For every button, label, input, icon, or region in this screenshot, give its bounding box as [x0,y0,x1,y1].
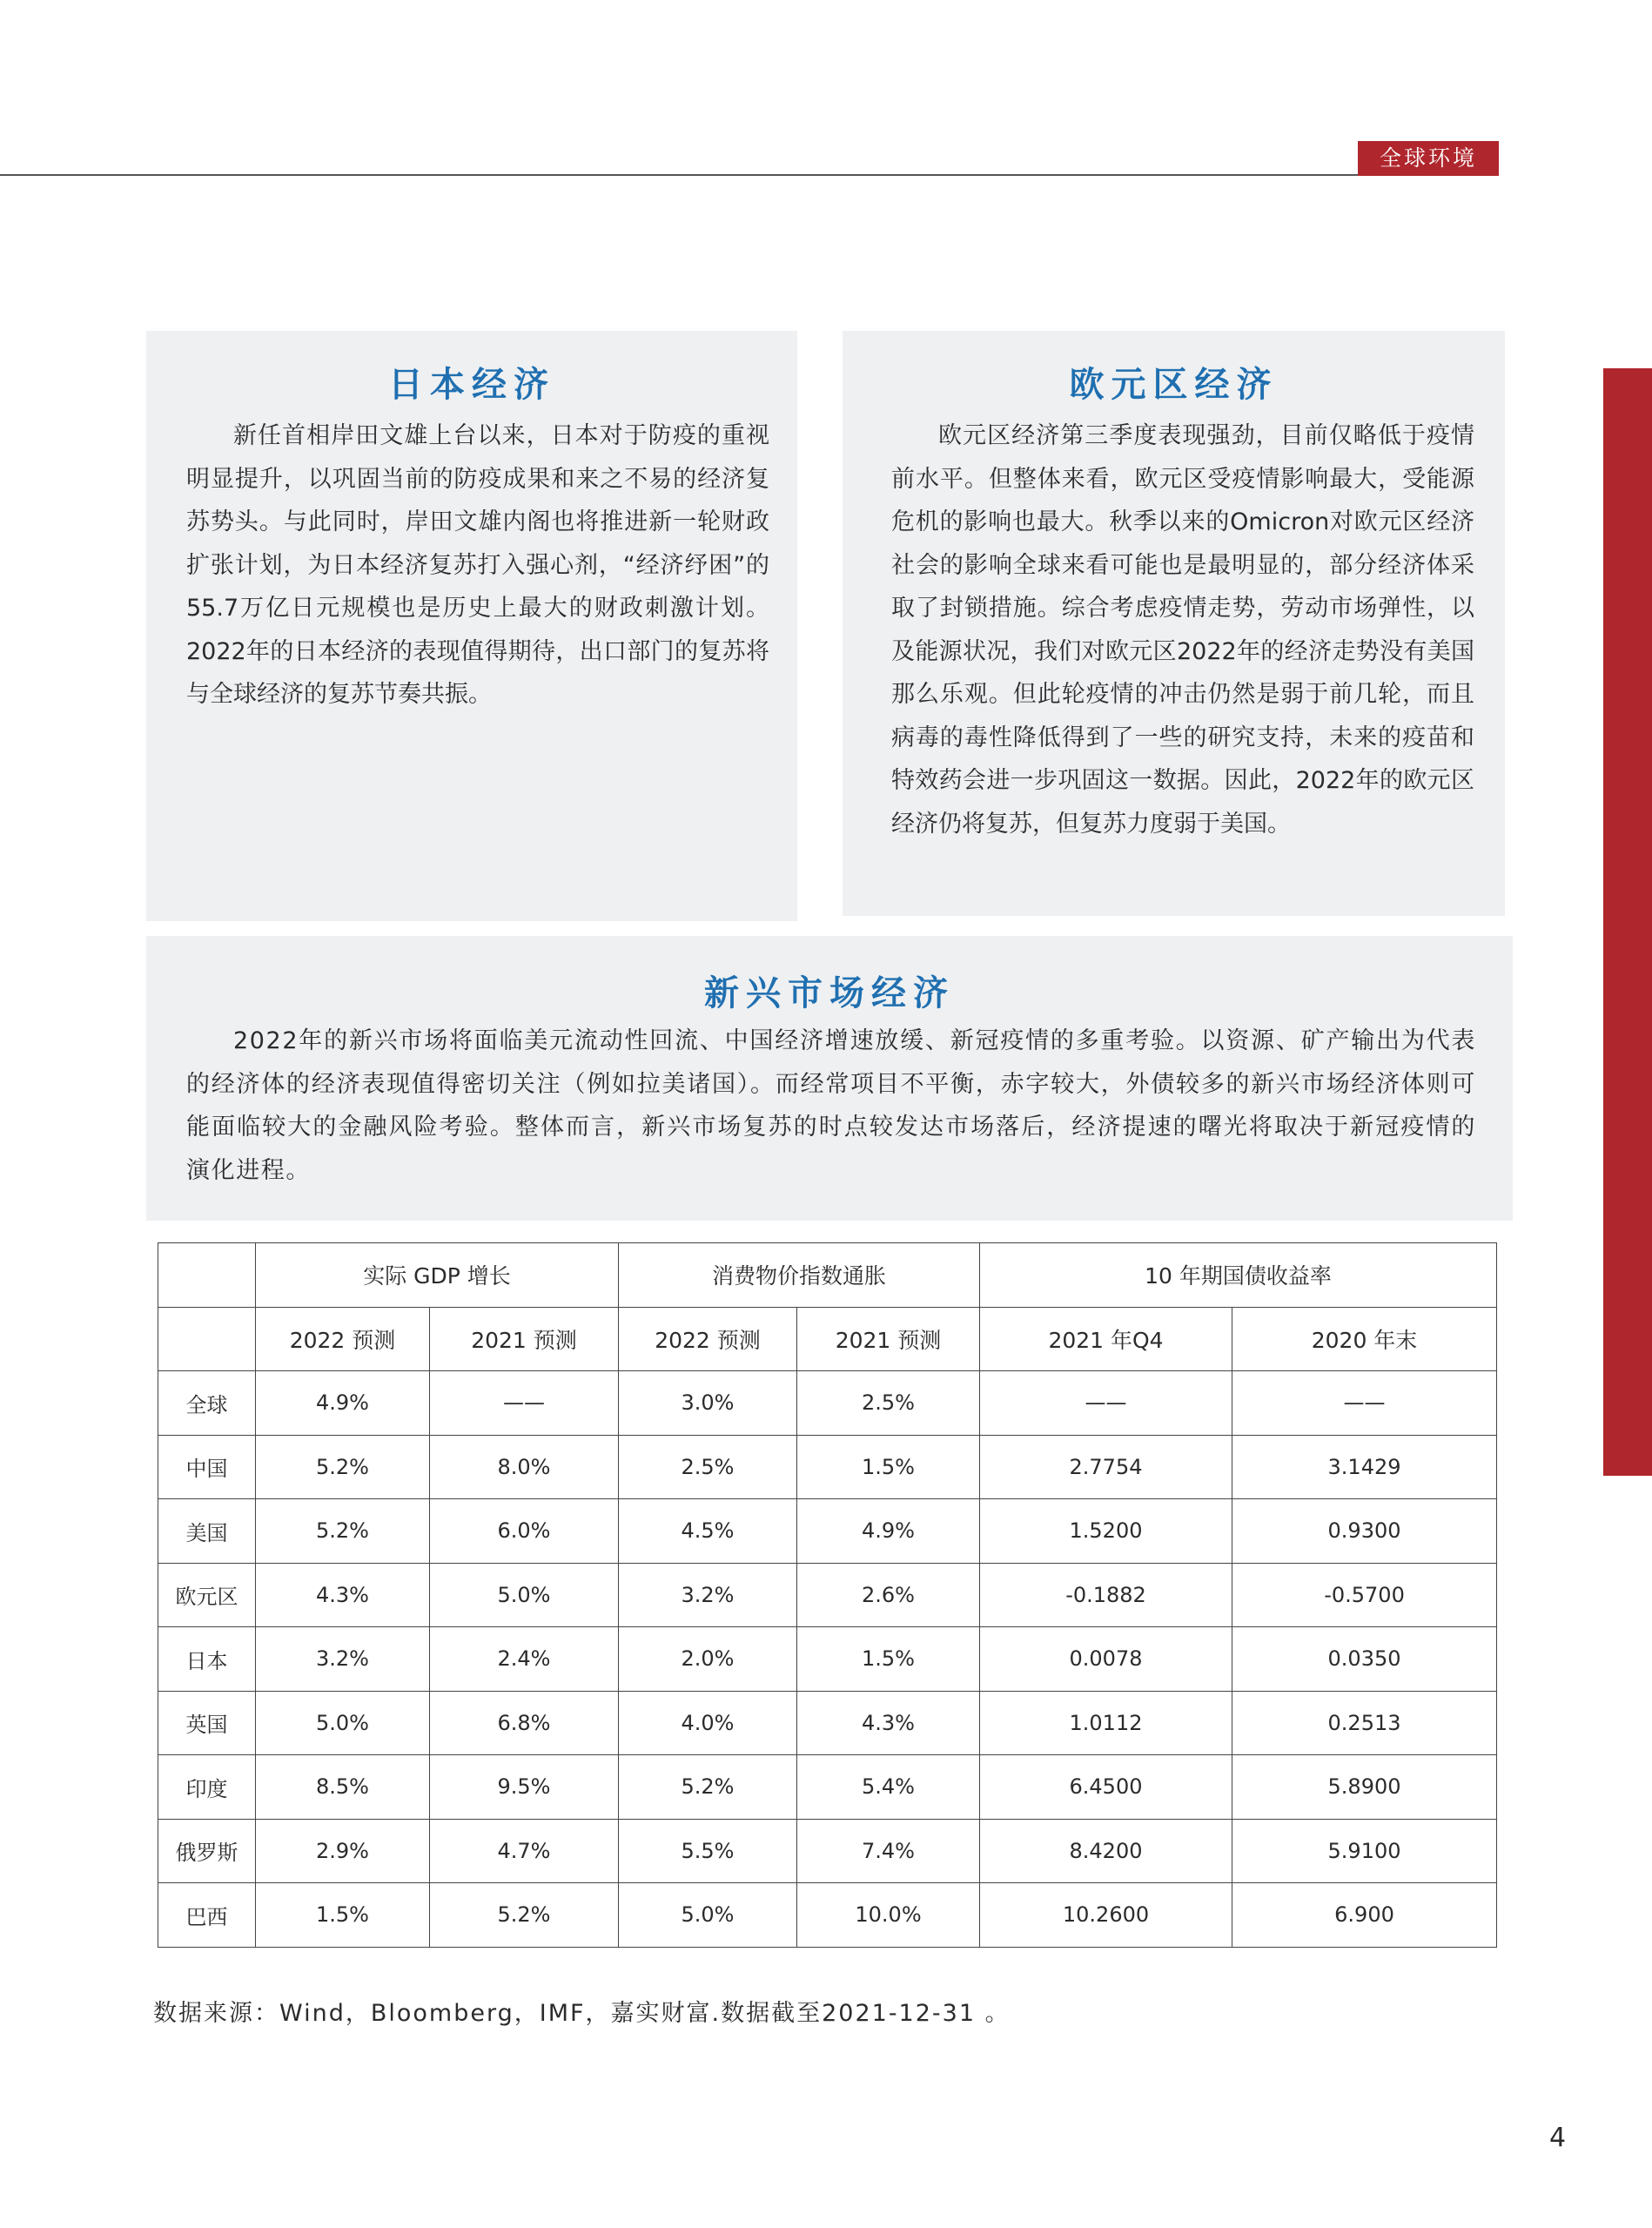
value-cell: 9.5% [430,1755,619,1820]
table-row [158,1627,1497,1692]
table-group-header-row [158,1243,1497,1308]
value-cell: 2.7754 [980,1435,1232,1499]
value-cell: 6.4500 [980,1755,1232,1820]
sub-header: 2022 预测 [256,1307,430,1371]
header-rule [0,174,1499,176]
value-cell: 5.0% [430,1563,619,1627]
value-cell: 4.0% [619,1691,797,1755]
region-cell: 欧元区 [158,1563,256,1627]
sub-header: 2021 预测 [797,1307,980,1371]
value-cell: 7.4% [797,1819,980,1883]
value-cell: -0.5700 [1232,1563,1497,1627]
table-row [158,1819,1497,1883]
value-cell: 6.8% [430,1691,619,1755]
value-cell: 0.9300 [1232,1499,1497,1564]
value-cell: 3.1429 [1232,1435,1497,1499]
value-cell: 3.2% [619,1563,797,1627]
region-cell: 印度 [158,1755,256,1820]
value-cell: 4.3% [256,1563,430,1627]
value-cell: 5.2% [256,1435,430,1499]
value-cell: 1.5% [797,1435,980,1499]
value-cell: 3.0% [619,1371,797,1436]
value-cell: 4.9% [797,1499,980,1564]
value-cell: 0.0078 [980,1627,1232,1692]
value-cell: 2.0% [619,1627,797,1692]
region-cell: 英国 [158,1691,256,1755]
value-cell: —— [980,1371,1232,1436]
value-cell: 5.5% [619,1819,797,1883]
region-cell: 俄罗斯 [158,1819,256,1883]
economic-indicator-table [158,1242,1497,1948]
table-corner-cell [158,1307,256,1371]
group-header-cpi: 消费物价指数通胀 [619,1243,980,1308]
value-cell: 6.900 [1232,1883,1497,1948]
value-cell: 2.5% [619,1435,797,1499]
side-accent-bar [1603,368,1652,1476]
value-cell: 8.5% [256,1755,430,1820]
table-sub-header-row [158,1307,1497,1371]
value-cell: 1.5% [256,1883,430,1948]
value-cell: 4.5% [619,1499,797,1564]
value-cell: 4.7% [430,1819,619,1883]
table-row [158,1435,1497,1499]
sub-header: 2021 年Q4 [980,1307,1232,1371]
euro-title: 欧元区经济 [1069,365,1279,405]
value-cell: 5.2% [619,1755,797,1820]
value-cell: 1.0112 [980,1691,1232,1755]
region-cell: 中国 [158,1435,256,1499]
region-cell: 美国 [158,1499,256,1564]
japan-title: 日本经济 [388,365,555,405]
value-cell: 1.5200 [980,1499,1232,1564]
value-cell: —— [430,1371,619,1436]
region-cell: 全球 [158,1371,256,1436]
value-cell: 4.9% [256,1371,430,1436]
value-cell: 2.9% [256,1819,430,1883]
table-row [158,1499,1497,1564]
value-cell: 0.0350 [1232,1627,1497,1692]
value-cell: 5.2% [256,1499,430,1564]
table-corner-cell [158,1243,256,1308]
group-header-gdp: 实际 GDP 增长 [256,1243,619,1308]
value-cell: 2.5% [797,1371,980,1436]
value-cell: 5.8900 [1232,1755,1497,1820]
value-cell: 2.6% [797,1563,980,1627]
page-number: 4 [1549,2123,1567,2153]
value-cell: 3.2% [256,1627,430,1692]
emerging-body: 2022年的新兴市场将面临美元流动性回流、中国经济增速放缓、新冠疫情的多重考验。以资源、矿产输出为代表的经济体的经济表现值得密切关注（例如拉美诸国）。而经常项目不平衡，赤字较大，外债较多的新兴市场经济体则可能面临较大的金融风险考验。整体而言，新兴市场复苏的时点较发达市场落后，经济提速的曙光将取决于新冠疫情的演化进程。 [186,1027,1476,1184]
data-source-note: 数据来源：Wind，Bloomberg，IMF，嘉实财富.数据截至2021-12-31 。 [153,2000,1011,2027]
value-cell: 5.0% [619,1883,797,1948]
table-row [158,1755,1497,1820]
sub-header: 2020 年末 [1232,1307,1497,1371]
value-cell: 10.2600 [980,1883,1232,1948]
region-cell: 日本 [158,1627,256,1692]
table-row [158,1371,1497,1436]
value-cell: 2.4% [430,1627,619,1692]
value-cell: 5.2% [430,1883,619,1948]
value-cell: 0.2513 [1232,1691,1497,1755]
value-cell: 5.9100 [1232,1819,1497,1883]
eurozone-economy-box [843,331,1505,916]
euro-body: 欧元区经济第三季度表现强劲，目前仅略低于疫情前水平。但整体来看，欧元区受疫情影响最大，受能源危机的影响也最大。秋季以来的Omicron对欧元区经济社会的影响全球来看可能也是最明显的，部分经济体采取了封锁措施。综合考虑疫情走势，劳动市场弹性，以及能源状况，我们对欧元区2022年的经济走势没有美国那么乐观。但此轮疫情的冲击仍然是弱于前几轮，而且病毒的毒性降低得到了一些的研究支持，未来的疫苗和特效药会进一步巩固这一数据。因此，2022年的欧元区经济仍将复苏，但复苏力度弱于美国。 [891,422,1474,838]
table-row [158,1883,1497,1948]
group-header-bond-yield: 10 年期国债收益率 [980,1243,1497,1308]
region-cell: 巴西 [158,1883,256,1948]
table-row [158,1691,1497,1755]
japan-economy-box [146,331,797,921]
value-cell: 5.0% [256,1691,430,1755]
sub-header: 2021 预测 [430,1307,619,1371]
value-cell: 8.4200 [980,1819,1232,1883]
section-tag: 全球环境 [1358,141,1499,176]
value-cell: 4.3% [797,1691,980,1755]
value-cell: -0.1882 [980,1563,1232,1627]
japan-body: 新任首相岸田文雄上台以来，日本对于防疫的重视明显提升，以巩固当前的防疫成果和来之不易的经济复苏势头。与此同时，岸田文雄内阁也将推进新一轮财政扩张计划，为日本经济复苏打入强心剂，“经济纾困”的55.7万亿日元规模也是历史上最大的财政刺激计划。2022年的日本经济的表现值得期待，出口部门的复苏将与全球经济的复苏节奏共振。 [186,422,769,708]
sub-header: 2022 预测 [619,1307,797,1371]
value-cell: 6.0% [430,1499,619,1564]
value-cell: 10.0% [797,1883,980,1948]
emerging-title: 新兴市场经济 [704,973,955,1013]
value-cell: 1.5% [797,1627,980,1692]
value-cell: 5.4% [797,1755,980,1820]
value-cell: 8.0% [430,1435,619,1499]
table-row [158,1563,1497,1627]
value-cell: —— [1232,1371,1497,1436]
emerging-market-box [146,936,1513,1221]
